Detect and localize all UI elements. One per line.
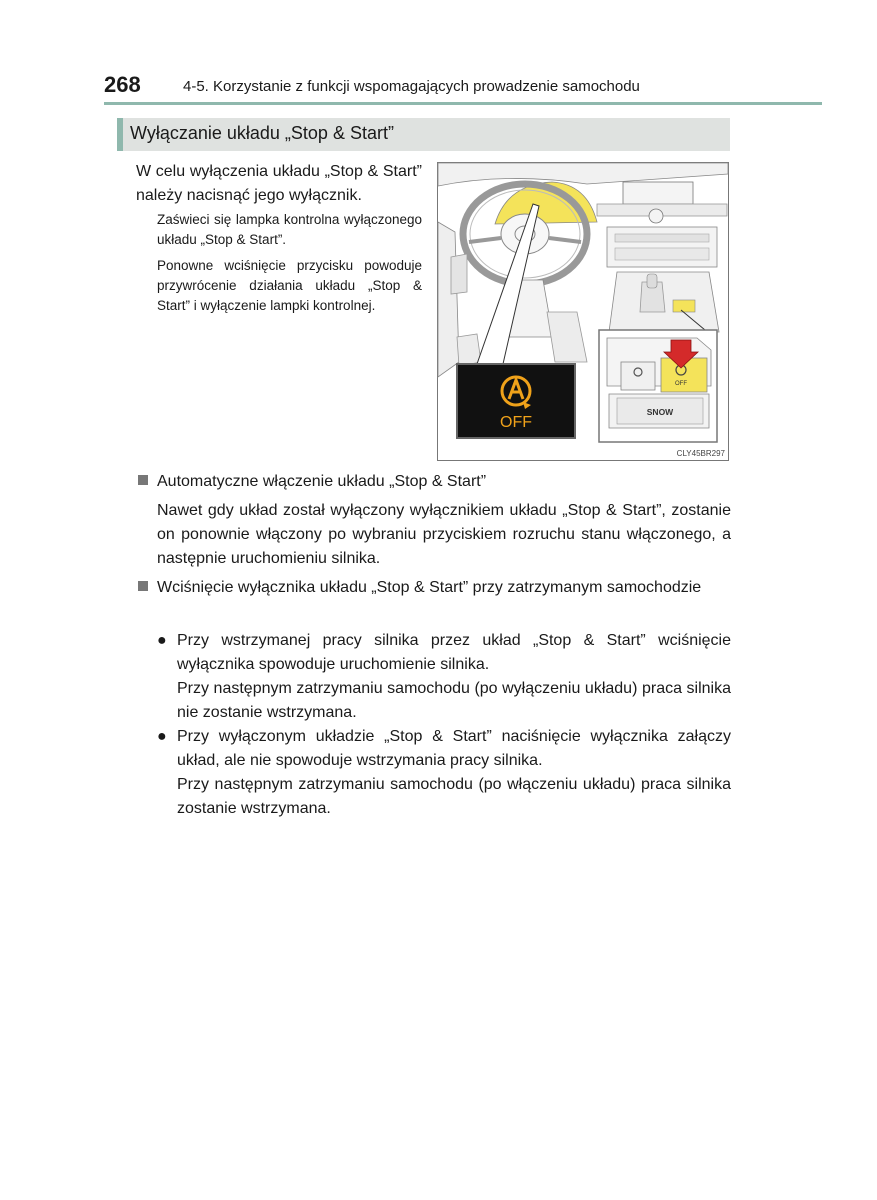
bullet-follow-1: Przy następnym zatrzymaniu samochodu (po wyłączeniu układu) praca silnika nie zostanie wstrzymana. <box>177 680 731 721</box>
square-bullet-icon <box>138 581 148 591</box>
section-heading-accent <box>117 118 123 151</box>
square-bullet-icon <box>138 475 148 485</box>
dashboard-figure <box>437 162 729 461</box>
snow-label: SNOW <box>646 407 674 417</box>
figure-code: CLY45BR297 <box>676 449 725 458</box>
page-number: 268 <box>104 72 141 97</box>
subsection-title-1: Automatyczne włączenie układu „Stop & Start” <box>157 473 487 490</box>
subsection-heading-1 <box>138 470 486 494</box>
subsection-body-1: Nawet gdy układ został wyłączony wyłącznikiem układu „Stop & Start”, zostanie on ponownie włączony po wybraniu przyciskiem rozruchu stanu włączonego, a następnie uruchomieniu silnika. <box>157 502 731 567</box>
intro-paragraph: W celu wyłączenia układu „Stop & Start” należy nacisnąć jego wyłącznik. <box>136 163 422 204</box>
indicator-off-label: OFF <box>500 414 532 431</box>
section-title: Wyłączanie układu „Stop & Start” <box>130 123 394 143</box>
bullet-text-1: Przy wstrzymanej pracy silnika przez układ „Stop & Start” wciśnięcie wyłącznika spowoduje uruchomienie silnika. <box>177 632 731 673</box>
header-rule <box>104 102 822 105</box>
running-head: 4-5. Korzystanie z funkcji wspomagających prowadzenie samochodu <box>183 78 640 95</box>
bullet-follow-2: Przy następnym zatrzymaniu samochodu (po włączeniu układu) praca silnika zostanie wstrzymana. <box>177 776 731 817</box>
bullet-icon: ● <box>157 632 167 649</box>
subsection-heading-2 <box>138 576 731 600</box>
intro-note-2: Ponowne wciśnięcie przycisku powoduje przywrócenie działania układu „Stop & Start” i wyłączenie lampki kontrolnej. <box>157 258 422 313</box>
subsection-title-2: Wciśnięcie wyłącznika układu „Stop & Start” przy zatrzymanym samochodzie <box>157 579 702 596</box>
bullet-text-2: Przy wyłączonym układzie „Stop & Start” naciśnięcie wyłącznika załączy układ, ale nie spowoduje wstrzymania pracy silnika. <box>177 728 731 769</box>
intro-note-1: Zaświeci się lampka kontrolna wyłączonego układu „Stop & Start”. <box>157 212 422 247</box>
switch-off-label: OFF <box>675 381 687 387</box>
bullet-icon: ● <box>157 728 167 745</box>
